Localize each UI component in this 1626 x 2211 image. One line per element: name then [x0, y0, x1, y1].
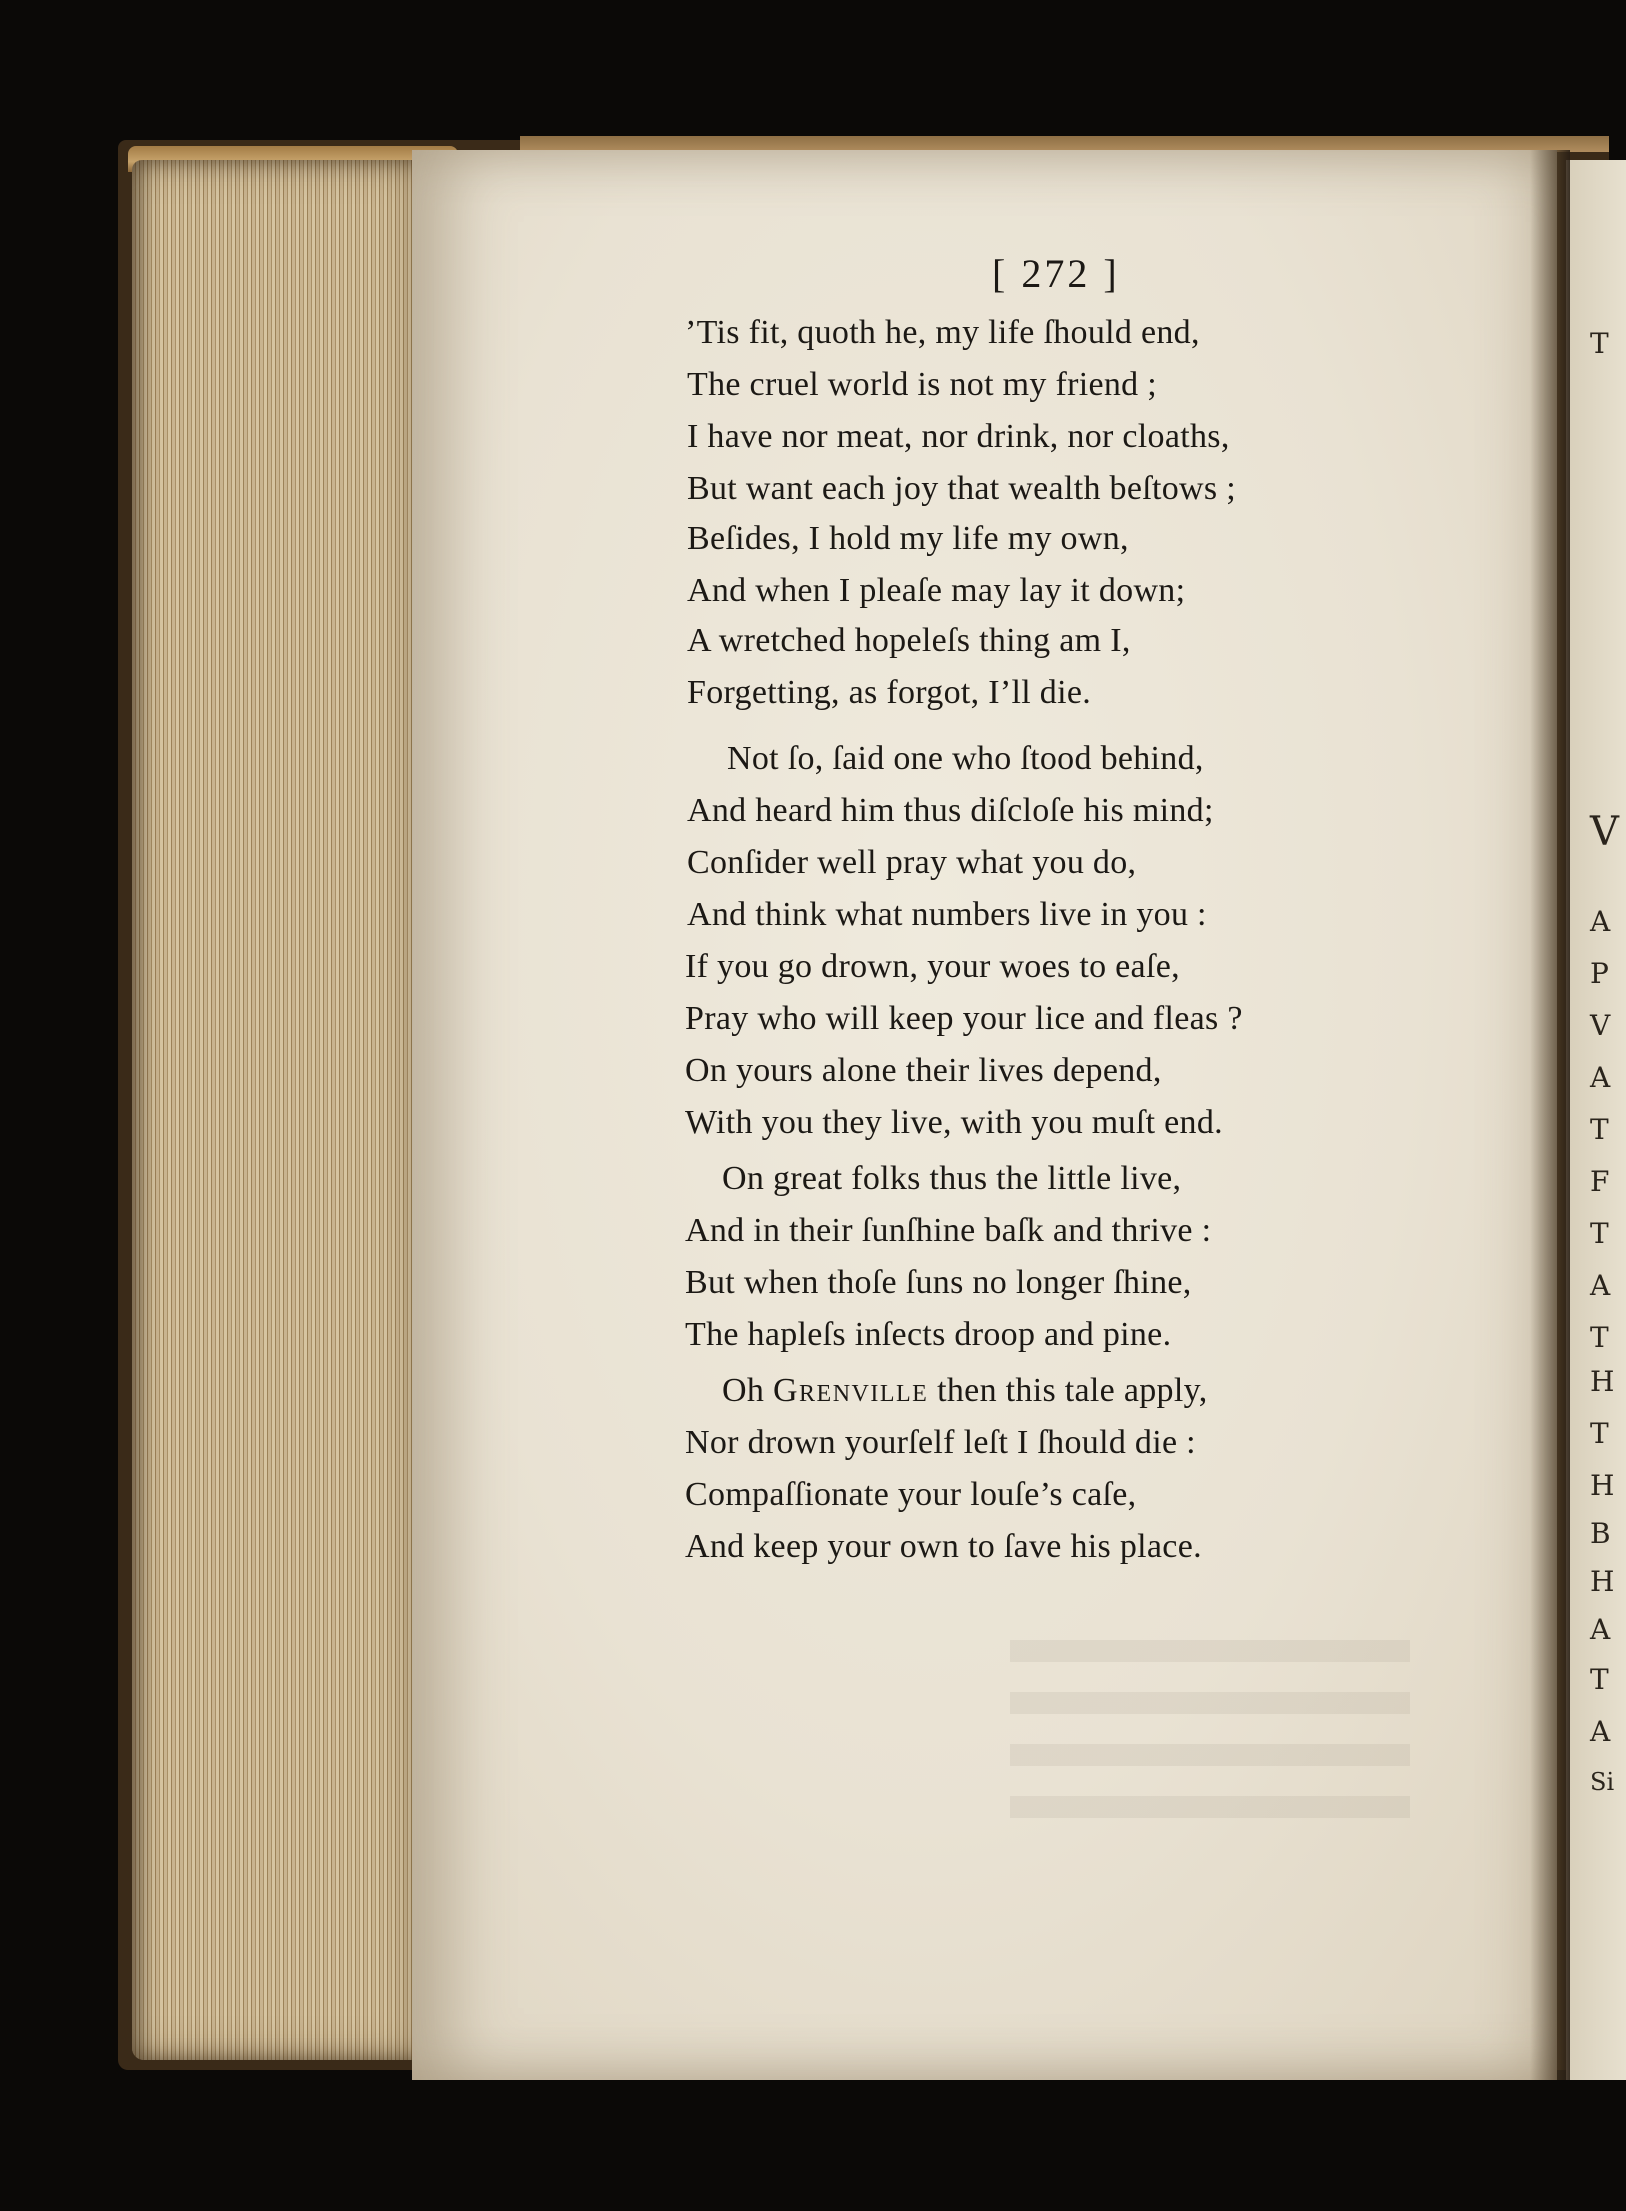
poem-line: A wretched hopeleſs thing am I,: [687, 622, 1131, 659]
facing-letter: A: [1590, 1715, 1611, 1748]
facing-letter: A: [1590, 1061, 1611, 1094]
facing-letter: T: [1590, 1321, 1609, 1354]
poem-line: Nor drown yourſelf leſt I ſhould die :: [685, 1424, 1196, 1461]
facing-letter: F: [1590, 1165, 1610, 1198]
facing-letter: A: [1590, 905, 1611, 938]
poem-line: And keep your own to ſave his place.: [685, 1528, 1202, 1565]
poem-line: The hapleſs inſects droop and pine.: [685, 1316, 1172, 1353]
facing-letter: H: [1590, 1469, 1615, 1502]
poem-line: Pray who will keep your lice and fleas ?: [685, 1000, 1243, 1037]
facing-letter: V: [1590, 1009, 1611, 1042]
poem-line: On great folks thus the little live,: [722, 1160, 1182, 1197]
poem-line: ’Tis fit, quoth he, my life ſhould end,: [685, 314, 1200, 351]
facing-letter: A: [1590, 1613, 1611, 1646]
name-grenville: Grenville: [772, 1372, 929, 1409]
poem-line-suffix: then this tale apply,: [928, 1372, 1208, 1409]
poem-line: The cruel world is not my friend ;: [687, 366, 1158, 403]
poem-line: With you they live, with you muſt end.: [685, 1104, 1223, 1141]
poem-line: If you go drown, your woes to eaſe,: [685, 948, 1180, 985]
poem-line: And in their ſunſhine baſk and thrive :: [685, 1212, 1212, 1249]
facing-letter: B: [1590, 1517, 1611, 1550]
facing-letter: A: [1590, 1269, 1611, 1302]
poem-line-prefix: Oh: [722, 1372, 773, 1409]
facing-letter: H: [1590, 1565, 1615, 1598]
poem-line: Forgetting, as forgot, I’ll die.: [687, 674, 1092, 711]
poem-line: Not ſo, ſaid one who ſtood behind,: [727, 740, 1204, 777]
page-number: [ 272 ]: [992, 251, 1120, 296]
poem-line: And heard him thus diſcloſe his mind;: [687, 792, 1214, 829]
poem-line: Conſider well pray what you do,: [687, 844, 1137, 881]
facing-letter: Si: [1590, 1768, 1615, 1796]
poem-line: And think what numbers live in you :: [687, 896, 1207, 933]
facing-letter: T: [1590, 1663, 1609, 1696]
poem-line: But when thoſe ſuns no longer ſhine,: [685, 1264, 1192, 1301]
poem-line: I have nor meat, nor drink, nor cloaths,: [687, 418, 1230, 455]
facing-letter: T: [1590, 1113, 1609, 1146]
poem-line: On yours alone their lives depend,: [685, 1052, 1162, 1089]
facing-letter: V: [1590, 809, 1619, 855]
poem-line: But want each joy that wealth beſtows ;: [687, 470, 1236, 507]
poem-line: [722, 1372, 1208, 1410]
facing-letter: H: [1590, 1365, 1615, 1398]
poem-line: Beſides, I hold my life my own,: [687, 520, 1129, 557]
facing-letter: T: [1590, 1217, 1609, 1250]
poem-line: Compaſſionate your louſe’s caſe,: [685, 1476, 1137, 1513]
facing-letter: T: [1590, 1417, 1609, 1450]
poem-line: And when I pleaſe may lay it down;: [687, 572, 1186, 609]
facing-letter: T: [1590, 327, 1609, 360]
facing-letter: P: [1590, 957, 1609, 990]
